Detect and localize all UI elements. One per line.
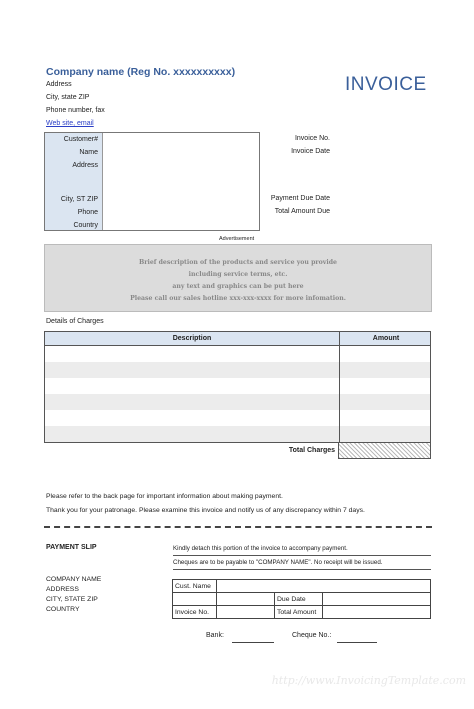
due-date-field[interactable] (323, 593, 431, 606)
table-row (173, 593, 431, 606)
slip-city: CITY, STATE ZIP (46, 596, 98, 603)
invoice-no-field[interactable] (217, 606, 275, 619)
cheque-note: Cheques are to be payable to "COMPANY NAME". No receipt will be issued. (173, 559, 383, 566)
total-charges-row (44, 442, 431, 458)
charges-table (44, 331, 431, 458)
total-charges-amount[interactable] (338, 443, 431, 459)
advertisement-box (44, 244, 432, 312)
ad-line: Brief description of the products and service you provide (139, 259, 337, 266)
cust-name-field[interactable] (217, 580, 431, 593)
charge-row[interactable] (44, 346, 431, 362)
empty-cell[interactable] (217, 593, 275, 606)
table-row (173, 580, 431, 593)
payment-note: Please refer to the back page for important information about making payment. (46, 493, 283, 500)
due-date-label: Due Date (275, 593, 323, 606)
detach-line (44, 526, 432, 528)
charge-row[interactable] (44, 362, 431, 378)
payment-slip-title: PAYMENT SLIP (46, 544, 97, 551)
invoice-date-label: Invoice Date (291, 148, 330, 155)
charges-header (44, 331, 431, 346)
total-charges-label: Total Charges (288, 447, 335, 454)
bank-field[interactable] (232, 634, 274, 643)
customer-box (44, 132, 260, 231)
table-row (173, 606, 431, 619)
description-header: Description (172, 335, 212, 342)
total-amount-label: Total Amount (275, 606, 323, 619)
empty-cell (173, 593, 217, 606)
slip-country: COUNTRY (46, 606, 80, 613)
customer-address-label: Address (72, 162, 98, 169)
cust-name-label: Cust. Name (173, 580, 217, 593)
customer-city-label: City, ST ZIP (60, 196, 98, 203)
payment-due-label: Payment Due Date (270, 195, 330, 202)
company-city: City, state ZIP (46, 94, 90, 101)
cheque-no-label: Cheque No.: (292, 632, 332, 639)
slip-divider (173, 555, 431, 556)
ad-line: any text and graphics can be put here (172, 283, 304, 290)
slip-address: ADDRESS (46, 586, 79, 593)
total-due-label: Total Amount Due (274, 208, 330, 215)
customer-labels (45, 133, 103, 230)
thank-you-note: Thank you for your patronage. Please examine this invoice and notify us of any discrepancy within 7 days. (46, 507, 365, 514)
company-name: Company name (Reg No. xxxxxxxxxx) (46, 66, 236, 78)
watermark-text: http://www.InvoicingTemplate.com (271, 674, 466, 687)
payment-slip-table (172, 579, 431, 619)
ad-line: Please call our sales hotline xxx-xxx-xxxx for more infomation. (130, 295, 346, 302)
advertisement-label: Advertisement (219, 236, 255, 242)
slip-company-name: COMPANY NAME (46, 576, 102, 583)
company-phone: Phone number, fax (46, 107, 105, 114)
customer-name-label: Name (79, 149, 98, 156)
invoice-no-label: Invoice No. (173, 606, 217, 619)
details-of-charges-label: Details of Charges (46, 318, 104, 325)
cheque-no-field[interactable] (337, 634, 377, 643)
total-amount-field[interactable] (323, 606, 431, 619)
customer-country-label: Country (73, 222, 98, 229)
invoice-fields (240, 0, 330, 220)
invoice-title: INVOICE (345, 74, 427, 95)
company-web-link[interactable]: Web site, email (46, 120, 94, 127)
charge-row[interactable] (44, 410, 431, 426)
charge-row[interactable] (44, 378, 431, 394)
amount-header: Amount (339, 332, 432, 347)
charge-row[interactable] (44, 394, 431, 410)
slip-divider (173, 569, 431, 570)
customer-number-label: Customer# (63, 136, 98, 143)
detach-note: Kindly detach this portion of the invoice to accompany payment. (173, 545, 348, 552)
customer-phone-label: Phone (77, 209, 98, 216)
ad-line: including service terms, etc. (188, 271, 288, 278)
company-address: Address (46, 81, 72, 88)
bank-label: Bank: (206, 632, 224, 639)
invoice-no-label: Invoice No. (294, 135, 330, 142)
charge-row[interactable] (44, 426, 431, 442)
